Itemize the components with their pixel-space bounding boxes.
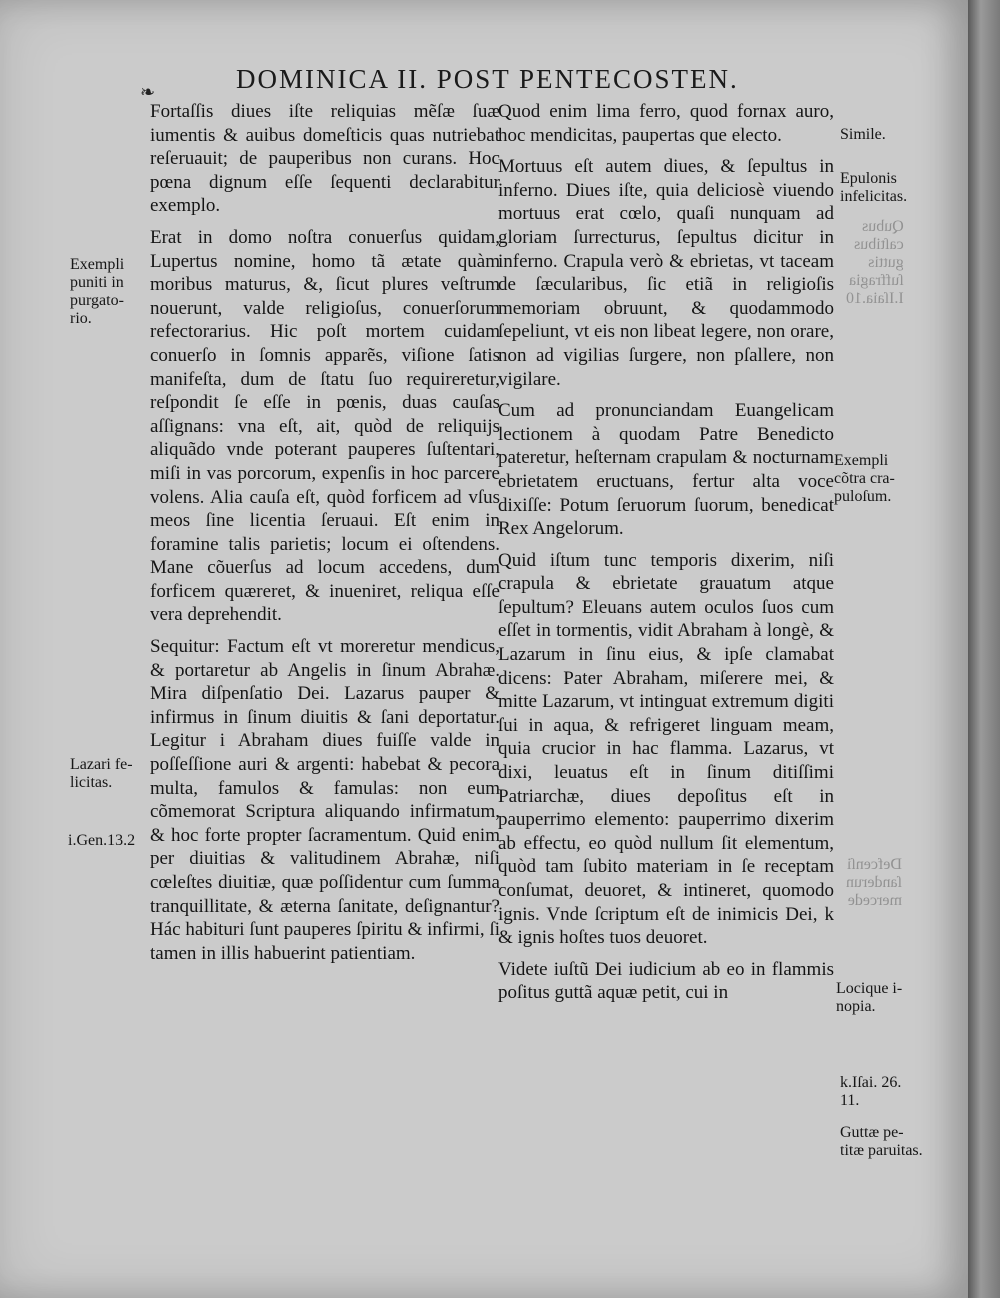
book-gutter — [968, 0, 1000, 1298]
left-text-column — [150, 100, 500, 973]
right-text-column — [498, 100, 834, 1013]
margin-note-genesis-ref: i.Gen.13.2 — [68, 832, 136, 849]
bleed-through-text: Qubus caſtibus guttis ſuffragia I.Iſaia.10 — [846, 218, 904, 307]
paragraph: Videte iuſtũ Dei iudicium ab eo in flammis poſitus guttã aquæ petit, cui in — [498, 958, 834, 1004]
paragraph: Sequitur: Factum eſt vt moreretur mendicus, & portaretur ab Angelis in ſinum Abrahæ. Mira diſpenſatio Dei. Lazarus pauper & infirmus in ſinum diuitis & ſani deportatur. Legitur i Abraham diues fuiſſe valde in poſſeſſione auri & argenti: habebat & pecora multa, famulos & famulas: non eum cõmemorat Scriptura aliquando infirmatum, & hoc forte propter ſacramentum. Quid enim per diuitias & valitudinem Abrahæ, niſi cœleſtes diuitiæ, quæ poſſidentur cum ſumma tranquillitate, & æterna ſanitate, deſignantur? Hác habituri ſunt pauperes ſpiritu & infirmi, ſi tamen in illis habuerint patientiam. — [150, 636, 500, 964]
paragraph: Mortuus eſt autem diues, & ſepultus in inferno. Diues iſte, quia deliciosè viuendo mortuus erat cœlo, quaſi nunquam ad gloriam ſurrecturus, ſepultus dicitur in inferno. Crapula verò & ebrietas, vt taceam de ſæcularibus, ſic etiã in religioſis memoriam obruunt, & quodammodo ſepeliunt, vt eis non libeat legere, non orare, non ad vigilias ſurgere, non pſallere, non vigilare. — [498, 156, 834, 390]
margin-note-lazari-felicitas: Lazari fe- licitas. — [70, 756, 133, 791]
paragraph: Fortaſſis diues iſte reliquias mẽſæ ſuæ iumentis & auibus domeſticis quas nutriebat reſeruauit; de pauperibus non curans. Hoc pœna dignum eſſe ſequenti declarabitur exemplo. — [150, 101, 500, 217]
margin-note-exempli-puniti: Exempli puniti in purgato- rio. — [70, 256, 125, 327]
bleed-through-text: Defcenſi ſanderun mercede — [846, 856, 902, 909]
paragraph: Quid iſtum tunc temporis dixerim, niſi crapula & ebrietate grauatum atque ſepultum? Eleuans autem oculos ſuos cum eſſet in tormentis, vidit Abraham à longè, & Lazarum in ſinu eius, & ipſe clamabat dicens: Pater Abraham, miſerere mei, & mitte Lazarum, vt intinguat extremum digiti ſui in aqua, & refrigeret linguam meam, quia crucior in hac flamma. Lazarus, vt dixi, leuatus eſt in ſinum ditiſſimi Patriarchæ, diues depoſitus eſt in pauperrimo elemento: pauperrimo dixerim ab effectu, eo quòd nullum ſit elementum, quòd tam ſubito materiam in ſe receptam conſumat, deuoret, & intineret, quomodo ignis. Vnde ſcriptum eſt de inimicis Dei, k & ignis hoſtes tuos deuoret. — [498, 549, 834, 949]
margin-note-exempli-contra: Exempli cõtra cra- puloſum. — [834, 452, 895, 505]
margin-note-isaiah-ref: k.Iſai. 26. 11. — [840, 1074, 902, 1109]
margin-note-loci-inopia: Locique i- nopia. — [836, 980, 903, 1015]
running-head: DOMINICA II. POST PENTECOSTEN. — [236, 64, 739, 94]
printer-ornament: ❧ — [140, 82, 156, 102]
margin-note-epulonis: Epulonis infelicitas. — [840, 170, 908, 205]
margin-note-simile: Simile. — [840, 126, 886, 143]
paragraph: Erat in domo noſtra conuerſus quidam, Lupertus nomine, homo tã ætate quàm moribus maturus, &, ſicut plures veſtrum nouerunt, valde religioſus, conuerſorum refectorarius. Hic poſt mortem cuidam conuerſo in ſomnis apparẽs, viſione ſatis manifeſta, dum de ſtatu ſuo requireretur, reſpondit ſe eſſe in pœnis, duas cauſas aſſignans: vna eſt, ait, quòd de reliquijs aliquãdo vnde poterant pauperes ſuſtentari, miſi in vas porcorum, expenſis in hoc parcere volens. Alia cauſa eſt, quòd forficem ad vſus meos ſine licentia ſeruaui. Eſt enim in foramine talis parietis; locum ei oſtendens. Mane cõuerſus ad locum accedens, dum forficem quæreret, & inueniret, reliqua eſſe vera deprehendit. — [150, 226, 500, 626]
margin-note-guttae: Guttæ pe- titæ paruitas. — [840, 1124, 923, 1159]
paragraph: Cum ad pronunciandam Euangelicam lectionem à quodam Patre Benedicto pateretur, heſternam crapulam & nocturnam ebrietatem eructuans, fertur alta voce dixiſſe: Potum ſeruorum ſuorum, benedicat Rex Angelorum. — [498, 400, 834, 540]
paragraph: Quod enim lima ferro, quod fornax auro, hoc mendicitas, paupertas que electo. — [498, 101, 834, 146]
